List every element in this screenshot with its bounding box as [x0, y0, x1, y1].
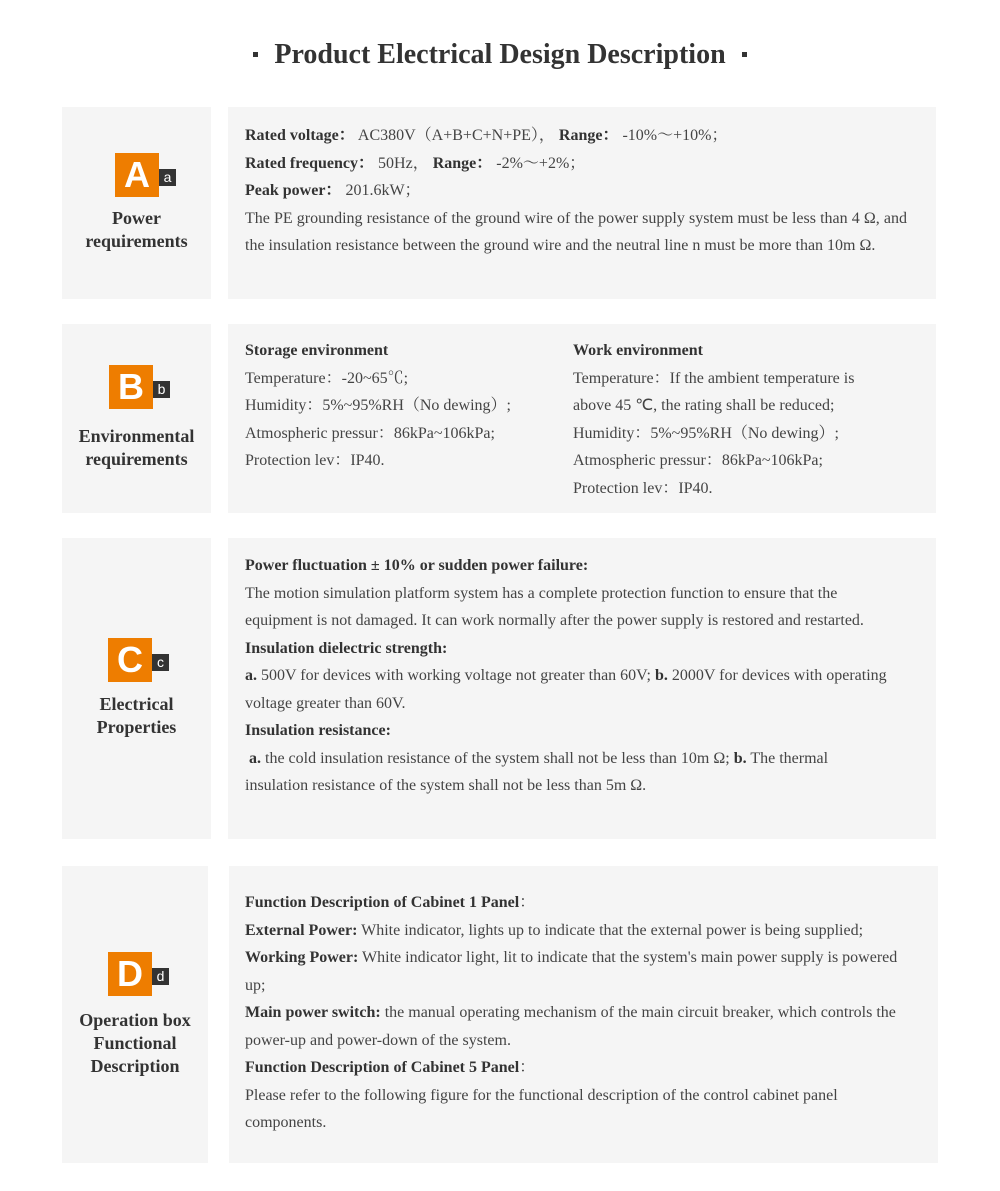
section-c-letter-badge: C [108, 638, 152, 682]
section-c-content [245, 552, 895, 800]
storage-humidity: Humidity：5%~95%RH（No dewing）; [245, 397, 511, 414]
section-b-content-panel [228, 324, 936, 513]
work-pressure: Atmospheric pressur：86kPa~106kPa; [573, 452, 823, 469]
dielectric-strength-heading: Insulation dielectric strength: [245, 639, 448, 657]
section-c-label-panel [62, 538, 211, 839]
work-environment-column [573, 337, 923, 502]
work-environment-heading: Work environment [573, 342, 703, 359]
working-power-line: Working Power: White indicator light, lit to indicate that the system's main power supply is powered up; [245, 949, 898, 994]
section-d-label-panel [62, 866, 208, 1163]
insulation-resistance-heading: Insulation resistance: [245, 722, 391, 739]
external-power-line: External Power: White indicator, lights up to indicate that the external power is being supplied; [245, 921, 864, 939]
page-title-row [0, 38, 1000, 72]
section-a-content [245, 122, 907, 260]
section-d-content-panel [229, 866, 938, 1163]
section-b-title: Environmental requirements [78, 426, 195, 469]
section-a-label-panel [62, 107, 211, 299]
storage-environment-column [245, 337, 565, 475]
work-temperature-line-2: above 45 ℃, the rating shall be reduced; [573, 397, 835, 414]
work-temperature-line-1: Temperature：If the ambient temperature is [573, 369, 855, 387]
power-fluctuation-heading: Power fluctuation ± 10% or sudden power failure: [245, 557, 589, 574]
grounding-text: The PE grounding resistance of the ground wire of the power supply system must be less than 4 Ω, and the insulation resistance between the ground wire and the neutral line n must be more than 10m Ω. [245, 209, 907, 254]
section-d-title: Operation box Functional Description [79, 1010, 191, 1076]
work-protection: Protection lev：IP40. [573, 479, 713, 497]
section-a-title: Power requirements [85, 208, 188, 251]
dielectric-strength-text: a. 500V for devices with working voltage not greater than 60V; b. 2000V for devices with operating voltage greater than 60V. [245, 667, 887, 712]
page-title: Product Electrical Design Description [274, 39, 726, 70]
storage-temperature: Temperature：-20~65℃; [245, 369, 409, 387]
section-b-label-panel [62, 324, 211, 513]
storage-environment-heading: Storage environment [245, 342, 389, 359]
peak-power-line: Peak power： 201.6kW； [245, 182, 421, 199]
section-a-letter-badge: A [115, 153, 159, 197]
section-d-small-letter-badge: d [152, 968, 169, 985]
title-bullet-left [253, 52, 258, 57]
section-a-content-panel [228, 107, 936, 299]
rated-voltage-line: Rated voltage： AC380V（A+B+C+N+PE）， Range： -10%～+10%； [245, 127, 728, 144]
cabinet-5-heading: Function Description of Cabinet 5 Panel： [245, 1059, 536, 1076]
section-c-title: Electrical Properties [96, 694, 177, 737]
section-d-letter-badge: D [108, 952, 152, 996]
section-c-content-panel [228, 538, 936, 839]
insulation-resistance-text: a. the cold insulation resistance of the system shall not be less than 10m Ω; b. The thermal insulation resistance of the system shall not be less than 5m Ω. [245, 749, 829, 794]
section-c-small-letter-badge: c [152, 654, 169, 671]
section-a-small-letter-badge: a [159, 169, 176, 186]
work-humidity: Humidity：5%~95%RH（No dewing）; [573, 424, 839, 442]
title-bullet-right [742, 52, 747, 57]
section-d-content [245, 889, 927, 1137]
storage-protection: Protection lev：IP40. [245, 452, 385, 469]
section-b-letter-badge: B [109, 365, 153, 409]
main-power-switch-line: Main power switch: the manual operating mechanism of the main circuit breaker, which controls the power-up and power-down of the system. [245, 1004, 896, 1049]
cabinet-1-heading: Function Description of Cabinet 1 Panel： [245, 894, 536, 911]
power-fluctuation-text: The motion simulation platform system has a complete protection function to ensure that the equipment is not damaged. It can work normally after the power supply is restored and restarted. [245, 584, 864, 629]
cabinet-5-text: Please refer to the following figure for the functional description of the control cabinet panel components. [245, 1086, 838, 1131]
section-b-small-letter-badge: b [153, 381, 170, 398]
storage-pressure: Atmospheric pressur：86kPa~106kPa; [245, 424, 495, 442]
rated-frequency-line: Rated frequency： 50Hz， Range： -2%～+2%； [245, 154, 586, 172]
